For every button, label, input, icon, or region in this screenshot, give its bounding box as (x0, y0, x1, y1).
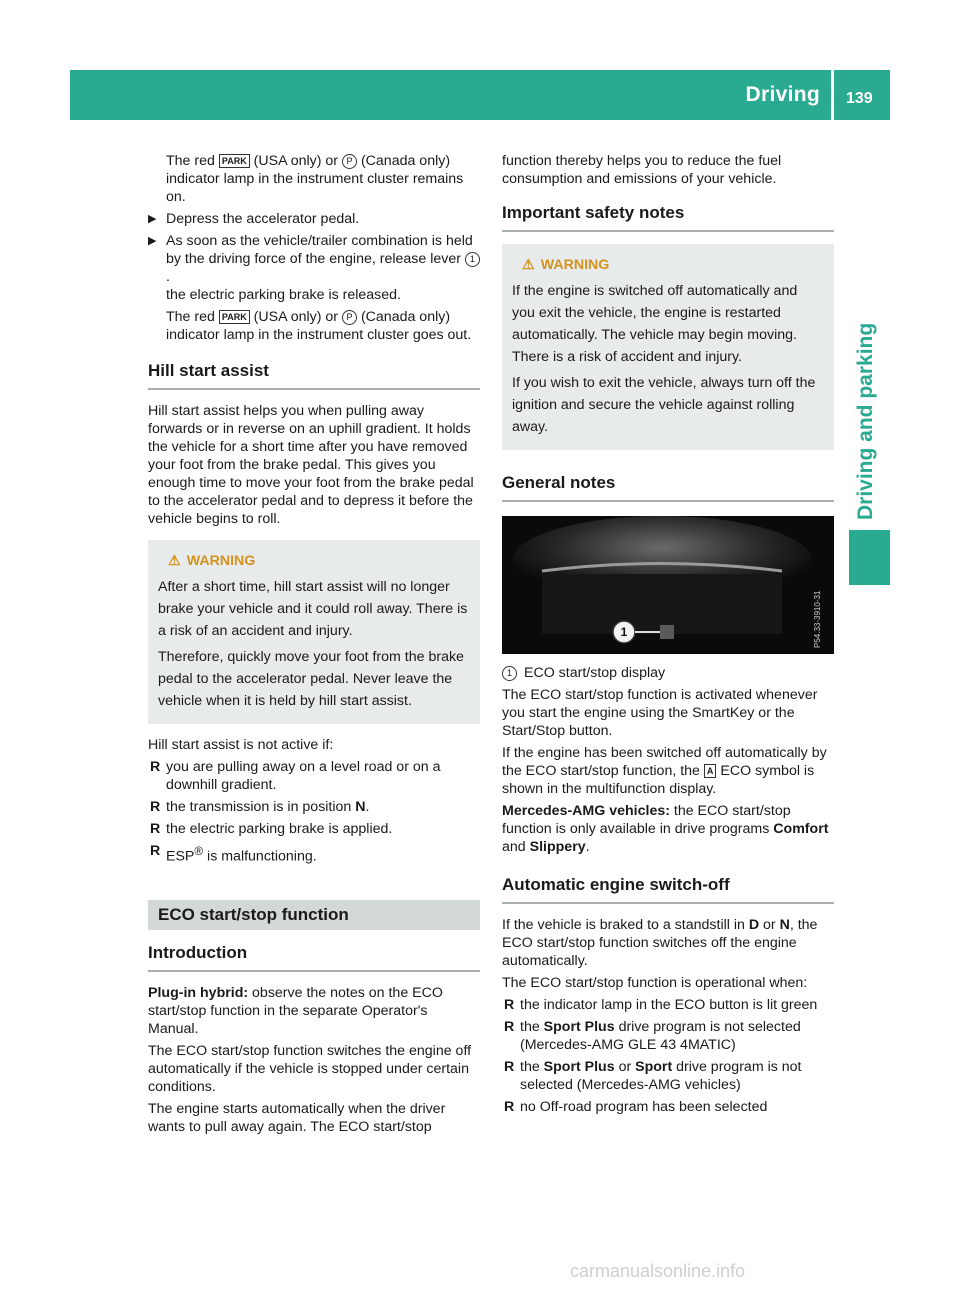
warning-triangle-icon: ⚠ (522, 257, 535, 273)
list-item: R the Sport Plus drive program is not selected (Mercedes-AMG GLE 43 4MATIC) (504, 1019, 801, 1053)
chapter-tab (848, 300, 890, 520)
parking-brake-icon: P (342, 310, 357, 325)
park-icon: PARK (219, 154, 250, 168)
callout-1-icon: 1 (620, 625, 628, 639)
general-paragraph: The ECO start/stop function is activated whenever you start the engine using the SmartKey or the Start/Stop button. (502, 687, 818, 739)
warning-triangle-icon: ⚠ (168, 553, 181, 569)
chapter-marker (849, 530, 890, 585)
park-icon: PARK (219, 310, 250, 324)
list-item: R the indicator lamp in the ECO button is lit green (504, 997, 818, 1013)
eco-section-title: ECO start/stop function (148, 900, 480, 930)
list-item: R no Off-road program has been selected (504, 1099, 768, 1115)
hill-start-heading: Hill start assist (148, 362, 480, 390)
right-column (502, 152, 834, 1116)
left-column (148, 152, 480, 1136)
warning-box (502, 244, 834, 450)
auto-paragraph: If the vehicle is braked to a standstill in D or N, the ECO start/stop function switches off the engine automatically. (502, 917, 818, 969)
released-text: the electric parking brake is released. (166, 287, 402, 303)
list-item: R the Sport Plus or Sport drive program is not selected (Mercedes-AMG vehicles) (504, 1059, 802, 1093)
list-item: R ESP® is malfunctioning. (150, 843, 317, 865)
list-item: R the transmission is in position N. (150, 799, 370, 815)
step-release-lever: ▶ As soon as the vehicle/trailer combination is held by the driving force of the engine, release lever 1. (148, 232, 480, 286)
warning-text: If the engine is switched off automatically and you exit the vehicle, the engine is restarted automatically. The vehicle may begin moving. There is a risk of accident and injury. (512, 283, 798, 365)
park-lamp-paragraph: The red PARK (USA only) or P (Canada only) indicator lamp in the instrument cluster remains on. (166, 153, 464, 205)
general-notes-heading: General notes (502, 474, 834, 502)
amg-paragraph: Mercedes-AMG vehicles: the ECO start/stop function is only available in drive programs Comfort and Slippery. (502, 803, 829, 855)
continued-paragraph: function thereby helps you to reduce the fuel consumption and emissions of your vehicle. (502, 153, 782, 187)
step-arrow-icon: ▶ (148, 235, 157, 247)
general-paragraph: If the engine has been switched off automatically by the ECO start/stop function, the A ECO symbol is shown in the multifunction display. (502, 745, 827, 797)
figure-caption: 1 ECO start/stop display (502, 664, 834, 682)
warning-box (148, 540, 480, 724)
warning-text: If you wish to exit the vehicle, always turn off the ignition and secure the vehicle against rolling away. (512, 375, 816, 435)
warning-text: After a short time, hill start assist will no longer brake your vehicle and it could roll away. There is a risk of an accident and injury. (158, 579, 468, 639)
introduction-heading: Introduction (148, 944, 480, 972)
park-lamp-off-paragraph: The red PARK (USA only) or P (Canada only) indicator lamp in the instrument cluster goes out. (166, 309, 472, 343)
section-title: Driving (745, 83, 820, 106)
safety-notes-heading: Important safety notes (502, 204, 834, 232)
header-divider (831, 70, 834, 120)
hill-start-text: Hill start assist helps you when pulling away forwards or in reverse on an uphill gradient. It holds the vehicle for a short time after you have removed your foot from the brake pedal. This gives you enough time to move your foot from the brake pedal to the accelerator pedal and to depress it before the vehicle begins to roll. (148, 403, 474, 527)
eco-icon: A (704, 764, 717, 778)
intro-paragraph: Plug-in hybrid: observe the notes on the ECO start/stop function in the separate Operator's Manual. (148, 984, 443, 1037)
chapter-tab-label: Driving and parking (854, 322, 877, 520)
step-depress-pedal: ▶ Depress the accelerator pedal. (148, 211, 360, 227)
callout-1-icon: 1 (502, 666, 517, 681)
eco-display-illustration (502, 516, 834, 654)
figure-code: P54.33-3910-31 (813, 590, 822, 648)
intro-paragraph: The engine starts automatically when the driver wants to pull away again. The ECO start/stop (148, 1100, 446, 1135)
step-arrow-icon: ▶ (148, 213, 157, 225)
warning-heading: ⚠ WARNING (522, 254, 824, 276)
warning-text: Therefore, quickly move your foot from the brake pedal to the accelerator pedal. Never leave the vehicle when it is held by hill start assist. (158, 649, 464, 709)
warning-heading: ⚠ WARNING (168, 550, 470, 572)
list-item: R the electric parking brake is applied. (150, 821, 393, 837)
page-number: 139 (846, 90, 873, 107)
watermark: carmanualsonline.info (570, 1261, 746, 1281)
auto-switch-off-heading: Automatic engine switch-off (502, 876, 834, 904)
parking-brake-icon: P (342, 154, 357, 169)
auto-paragraph: The ECO start/stop function is operational when: (502, 975, 808, 991)
callout-1-icon: 1 (465, 252, 480, 267)
list-item: R you are pulling away on a level road or on a downhill gradient. (150, 759, 441, 793)
intro-paragraph: The ECO start/stop function switches the engine off automatically if the vehicle is stopped under certain conditions. (148, 1042, 472, 1095)
eco-display-figure (502, 516, 834, 654)
not-active-intro: Hill start assist is not active if: (148, 737, 334, 753)
